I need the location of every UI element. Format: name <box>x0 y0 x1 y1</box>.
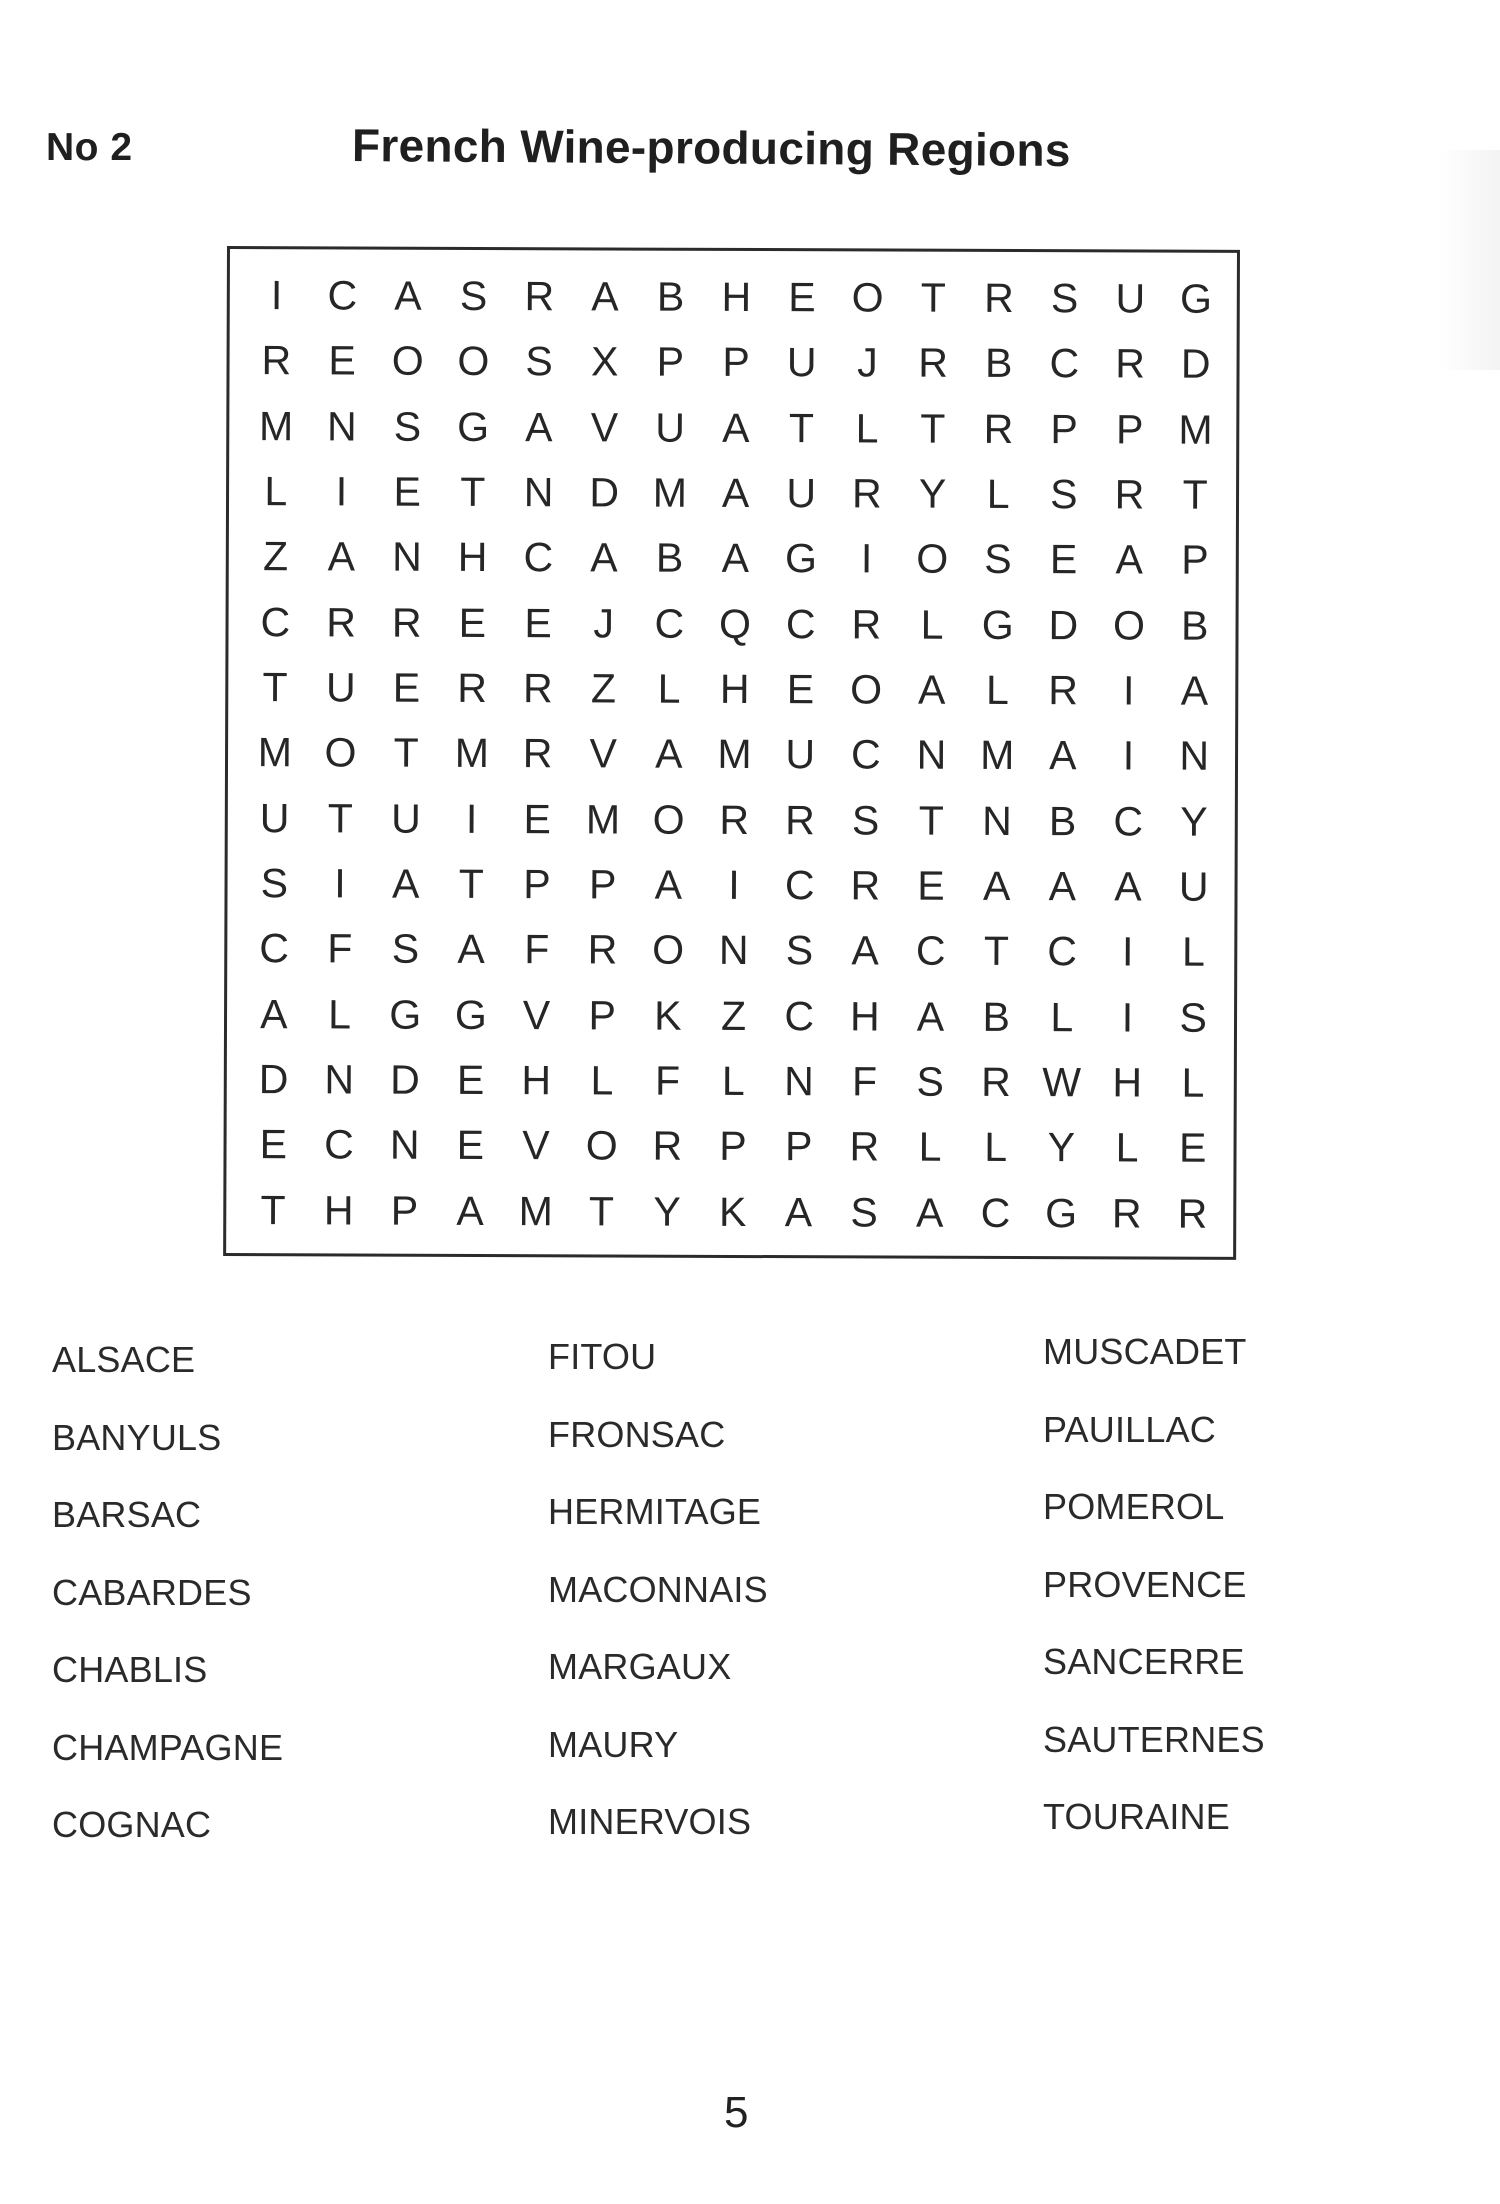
word-list-item: MACONNAIS <box>548 1568 768 1610</box>
grid-letter: S <box>850 1189 878 1236</box>
grid-letter: U <box>786 339 817 386</box>
word-list-item: MINERVOIS <box>548 1801 752 1842</box>
word-list <box>0 1331 1500 1855</box>
grid-letter: A <box>456 1187 484 1234</box>
grid-letter: A <box>655 731 683 778</box>
puzzle-title: French Wine-producing Regions <box>351 119 1071 177</box>
grid-letter: R <box>1115 340 1145 388</box>
grid-letter: M <box>257 729 293 776</box>
grid-letter: C <box>1049 340 1080 387</box>
grid-letter: C <box>654 600 685 647</box>
grid-letter: R <box>391 599 422 646</box>
grid-letter: A <box>654 861 683 908</box>
grid-letter: L <box>264 468 288 515</box>
word-list-item: CABARDES <box>52 1571 252 1613</box>
grid-letter: I <box>1122 732 1135 779</box>
grid-letter: R <box>326 599 356 646</box>
grid-letter: T <box>262 664 288 711</box>
grid-letter: H <box>521 1057 552 1104</box>
grid-letter: L <box>985 667 1009 714</box>
grid-letter: R <box>522 665 553 712</box>
grid-letter: H <box>719 666 750 713</box>
grid-letter: P <box>784 1123 813 1170</box>
grid-letter: A <box>525 403 553 451</box>
grid-letter: O <box>652 927 685 974</box>
word-list-item: SANCERRE <box>1043 1641 1245 1682</box>
grid-letter: E <box>786 666 815 713</box>
grid-letter: P <box>523 861 551 908</box>
grid-letter: D <box>1180 341 1211 388</box>
grid-letter: A <box>1115 536 1144 584</box>
grid-letter: N <box>324 1056 355 1103</box>
grid-letter: M <box>1178 406 1213 453</box>
grid-letter: L <box>657 665 681 712</box>
grid-letter: R <box>918 340 948 387</box>
grid-letter: Z <box>590 665 617 712</box>
grid-letter: N <box>1179 733 1210 780</box>
grid-letter: T <box>788 404 815 452</box>
grid-letter: N <box>718 927 749 974</box>
grid-letter: V <box>522 991 551 1039</box>
grid-letter: D <box>258 1056 289 1103</box>
grid-letter: C <box>784 862 815 909</box>
grid-letter: F <box>524 926 550 973</box>
grid-letter: G <box>389 991 422 1038</box>
grid-letter: N <box>916 732 947 779</box>
grid-letter: C <box>1113 798 1144 845</box>
grid-letter: S <box>1050 275 1079 322</box>
grid-letter: N <box>392 534 422 581</box>
grid-letter: A <box>722 404 750 451</box>
grid-letter: S <box>459 273 488 320</box>
grid-letter: F <box>655 1057 681 1104</box>
grid-letter: E <box>1178 1125 1207 1172</box>
word-list-item: MAURY <box>548 1723 679 1765</box>
grid-letter: T <box>920 274 946 321</box>
grid-letter: N <box>389 1122 420 1169</box>
grid-letter: S <box>391 926 420 973</box>
grid-letter: L <box>328 991 352 1038</box>
grid-letter: O <box>850 666 883 713</box>
grid-letter: R <box>587 926 618 973</box>
grid-letter: R <box>849 1123 880 1170</box>
grid-letter: E <box>456 1057 485 1104</box>
grid-letter: D <box>589 469 620 516</box>
grid-letter: V <box>522 1122 550 1169</box>
grid-letter: I <box>465 795 478 842</box>
grid-letter: L <box>986 471 1010 518</box>
grid-letter: U <box>655 404 686 451</box>
grid-letter: C <box>785 600 816 648</box>
grid-letter: A <box>1180 667 1209 714</box>
grid-letter: I <box>1122 667 1135 714</box>
grid-letter: C <box>980 1189 1011 1236</box>
grid-letter: U <box>785 731 816 778</box>
grid-letter: T <box>920 405 946 452</box>
grid-letter: P <box>719 1123 747 1170</box>
grid-letter: B <box>1048 797 1077 845</box>
grid-letter: A <box>394 272 422 319</box>
grid-letter: H <box>849 993 880 1040</box>
grid-letter: P <box>722 339 750 386</box>
grid-letter: T <box>460 469 486 516</box>
grid-letter: S <box>260 860 289 907</box>
grid-letter: A <box>260 990 288 1038</box>
grid-letter: G <box>1179 275 1213 322</box>
grid-letter: P <box>588 992 616 1039</box>
grid-letter: G <box>454 991 487 1038</box>
grid-letter: C <box>850 731 881 778</box>
grid-letter: J <box>593 600 615 647</box>
word-column-2 <box>548 1332 988 1875</box>
grid-letter: C <box>784 992 815 1040</box>
grid-letter: N <box>982 797 1012 844</box>
grid-letter: B <box>655 535 684 582</box>
grid-letter: C <box>259 925 290 972</box>
grid-letter: P <box>1116 406 1144 453</box>
grid-letter: L <box>1181 1059 1205 1106</box>
grid-letter: H <box>323 1187 354 1234</box>
grid-letter: F <box>327 925 353 972</box>
word-list-item: COGNAC <box>52 1804 212 1845</box>
grid-letter: I <box>270 272 283 319</box>
grid-letter: M <box>717 731 752 778</box>
grid-letter: R <box>851 470 882 517</box>
word-list-item: HERMITAGE <box>548 1491 762 1532</box>
grid-letter: N <box>523 469 554 516</box>
grid-letter: R <box>851 601 882 648</box>
grid-letter: S <box>393 403 422 450</box>
grid-letter: S <box>916 1058 945 1105</box>
grid-letter: A <box>916 993 945 1040</box>
word-list-item: ALSACE <box>52 1339 196 1380</box>
grid-letter: U <box>325 664 356 711</box>
letter-grid <box>240 263 1229 1247</box>
grid-letter: M <box>454 730 490 777</box>
word-list-item: CHAMPAGNE <box>52 1726 284 1768</box>
grid-letter: P <box>656 339 685 386</box>
grid-letter: L <box>721 1058 745 1105</box>
word-list-item: CHABLIS <box>52 1649 208 1690</box>
grid-letter: I <box>335 468 348 515</box>
grid-letter: A <box>982 863 1011 910</box>
grid-letter: A <box>327 533 356 580</box>
grid-letter: C <box>324 1121 354 1168</box>
grid-letter: T <box>393 730 419 777</box>
grid-letter: R <box>457 665 488 712</box>
grid-letter: S <box>1050 471 1078 518</box>
grid-letter: I <box>728 862 740 909</box>
grid-letter: L <box>1050 993 1074 1041</box>
grid-letter: F <box>852 1058 878 1105</box>
grid-letter: C <box>915 928 946 975</box>
grid-letter: X <box>590 338 619 385</box>
grid-letter: S <box>1179 994 1207 1041</box>
grid-letter: R <box>261 337 292 384</box>
grid-letter: G <box>457 403 490 450</box>
word-list-item: POMEROL <box>1043 1486 1225 1527</box>
grid-letter: T <box>588 1188 615 1235</box>
grid-letter: E <box>458 599 487 646</box>
word-list-item: MARGAUX <box>548 1646 732 1687</box>
grid-letter: U <box>391 795 421 842</box>
word-list-item: BANYULS <box>52 1416 222 1458</box>
grid-letter: J <box>857 339 878 386</box>
grid-letter: R <box>719 796 750 843</box>
grid-letter: D <box>1048 601 1079 649</box>
grid-letter: U <box>1178 863 1209 910</box>
grid-letter: L <box>590 1057 614 1104</box>
grid-letter: U <box>1115 275 1146 322</box>
grid-letter: Z <box>263 533 289 580</box>
grid-letter: A <box>590 534 618 581</box>
grid-letter: C <box>327 272 358 319</box>
grid-letter: O <box>916 536 949 583</box>
grid-letter: M <box>585 796 621 843</box>
grid-letter: A <box>457 926 485 973</box>
grid-letter: A <box>851 927 879 974</box>
grid-letter: E <box>788 274 816 321</box>
grid-letter: H <box>457 534 488 581</box>
grid-letter: R <box>785 796 815 844</box>
grid-letter: A <box>1114 863 1142 910</box>
grid-letter: A <box>591 273 619 320</box>
grid-letter: L <box>1115 1124 1139 1171</box>
word-column-1 <box>52 1335 492 1878</box>
grid-letter: A <box>721 470 750 517</box>
grid-letter: R <box>1111 1190 1142 1237</box>
grid-letter: A <box>784 1188 813 1236</box>
grid-letter: C <box>260 598 291 646</box>
grid-letter: R <box>1114 471 1145 518</box>
grid-letter: Q <box>718 600 752 647</box>
grid-letter: L <box>920 601 944 648</box>
grid-letter: O <box>324 729 357 776</box>
grid-letter: R <box>981 1059 1011 1106</box>
grid-letter: B <box>1180 602 1209 649</box>
word-list-item: TOURAINE <box>1043 1796 1230 1837</box>
grid-letter: P <box>588 861 617 908</box>
grid-letter: L <box>984 1124 1008 1171</box>
grid-letter: D <box>390 1056 420 1103</box>
grid-letter: T <box>458 861 484 908</box>
grid-letter: I <box>1121 994 1134 1041</box>
grid-letter: G <box>981 601 1014 648</box>
grid-letter: E <box>393 468 421 515</box>
grid-letter: R <box>984 275 1014 322</box>
grid-letter: R <box>850 862 881 909</box>
grid-letter: E <box>523 795 552 843</box>
grid-letter: O <box>851 274 884 321</box>
grid-letter: T <box>260 1186 286 1234</box>
grid-letter: Y <box>653 1188 681 1235</box>
grid-letter: T <box>1182 471 1208 518</box>
grid-letter: P <box>1181 537 1209 584</box>
grid-letter: W <box>1042 1059 1082 1106</box>
grid-letter: K <box>654 992 682 1039</box>
word-list-item: MUSCADET <box>1043 1331 1247 1372</box>
grid-letter: M <box>258 402 294 450</box>
grid-letter: P <box>1050 405 1078 453</box>
grid-letter: R <box>1177 1190 1208 1237</box>
grid-letter: S <box>851 797 880 844</box>
grid-letter: M <box>652 469 688 516</box>
grid-letter: S <box>984 536 1012 583</box>
grid-letter: R <box>652 1123 683 1170</box>
grid-letter: B <box>982 993 1010 1040</box>
grid-letter: T <box>983 928 1010 975</box>
grid-letter: O <box>391 338 424 385</box>
word-list-item: FITOU <box>548 1336 657 1377</box>
grid-letter: U <box>786 470 817 517</box>
grid-letter: T <box>327 795 353 842</box>
grid-letter: Y <box>918 470 947 517</box>
grid-letter: N <box>326 403 357 450</box>
grid-letter: M <box>980 732 1015 779</box>
scan-shadow <box>1440 150 1500 370</box>
grid-letter: E <box>917 862 945 909</box>
grid-letter: V <box>589 730 617 777</box>
word-list-item: FRONSAC <box>548 1413 726 1455</box>
grid-letter: B <box>656 273 685 320</box>
grid-letter: L <box>855 405 879 452</box>
grid-letter: H <box>721 274 752 321</box>
word-column-3 <box>1043 1327 1483 1870</box>
grid-letter: E <box>524 599 552 647</box>
word-list-item: SAUTERNES <box>1043 1718 1265 1760</box>
word-list-item: PAUILLAC <box>1043 1408 1217 1450</box>
grid-letter: I <box>334 860 346 907</box>
grid-letter: R <box>522 730 553 777</box>
puzzle-number: No 2 <box>46 126 133 169</box>
grid-letter: A <box>391 860 420 907</box>
grid-letter: T <box>918 797 944 844</box>
grid-letter: K <box>719 1188 747 1235</box>
grid-letter: U <box>259 794 290 842</box>
grid-letter: E <box>1049 536 1078 583</box>
grid-letter: C <box>1047 928 1078 975</box>
grid-letter: O <box>1112 602 1146 649</box>
grid-letter: G <box>1045 1189 1078 1237</box>
word-list-item: BARSAC <box>52 1494 202 1535</box>
grid-letter: B <box>984 340 1013 387</box>
grid-letter: L <box>918 1124 942 1171</box>
grid-letter: O <box>585 1122 618 1169</box>
grid-letter: H <box>1112 1059 1143 1106</box>
grid-letter: V <box>590 404 619 451</box>
page-number: 5 <box>724 2088 749 2137</box>
grid-letter: S <box>525 338 553 385</box>
grid-letter: C <box>523 534 554 581</box>
grid-letter: O <box>652 796 685 843</box>
grid-letter: P <box>390 1187 419 1234</box>
grid-letter: Z <box>720 992 747 1039</box>
grid-letter: R <box>983 405 1014 452</box>
grid-letter: E <box>259 1121 288 1168</box>
grid-letter: I <box>860 535 873 582</box>
grid-letter: E <box>392 664 421 711</box>
grid-letter: S <box>785 927 814 974</box>
grid-letter: M <box>518 1187 553 1235</box>
grid-letter: N <box>784 1058 814 1105</box>
grid-letter: E <box>328 337 356 384</box>
grid-letter: A <box>918 666 946 713</box>
word-search-grid <box>223 246 1240 1260</box>
grid-letter: R <box>524 273 555 320</box>
grid-letter: Y <box>1180 798 1208 845</box>
grid-letter: G <box>784 535 818 582</box>
grid-letter: A <box>1049 732 1077 779</box>
grid-letter: E <box>456 1122 485 1169</box>
grid-letter: Y <box>1047 1124 1076 1171</box>
grid-letter: I <box>1121 928 1134 975</box>
grid-letter: O <box>457 338 490 385</box>
grid-letter: L <box>1181 929 1205 976</box>
grid-letter: A <box>721 535 750 582</box>
grid-letter: A <box>916 1189 944 1236</box>
grid-letter: R <box>1048 667 1079 714</box>
grid-letter: A <box>1048 863 1077 910</box>
word-list-item: PROVENCE <box>1043 1563 1247 1605</box>
